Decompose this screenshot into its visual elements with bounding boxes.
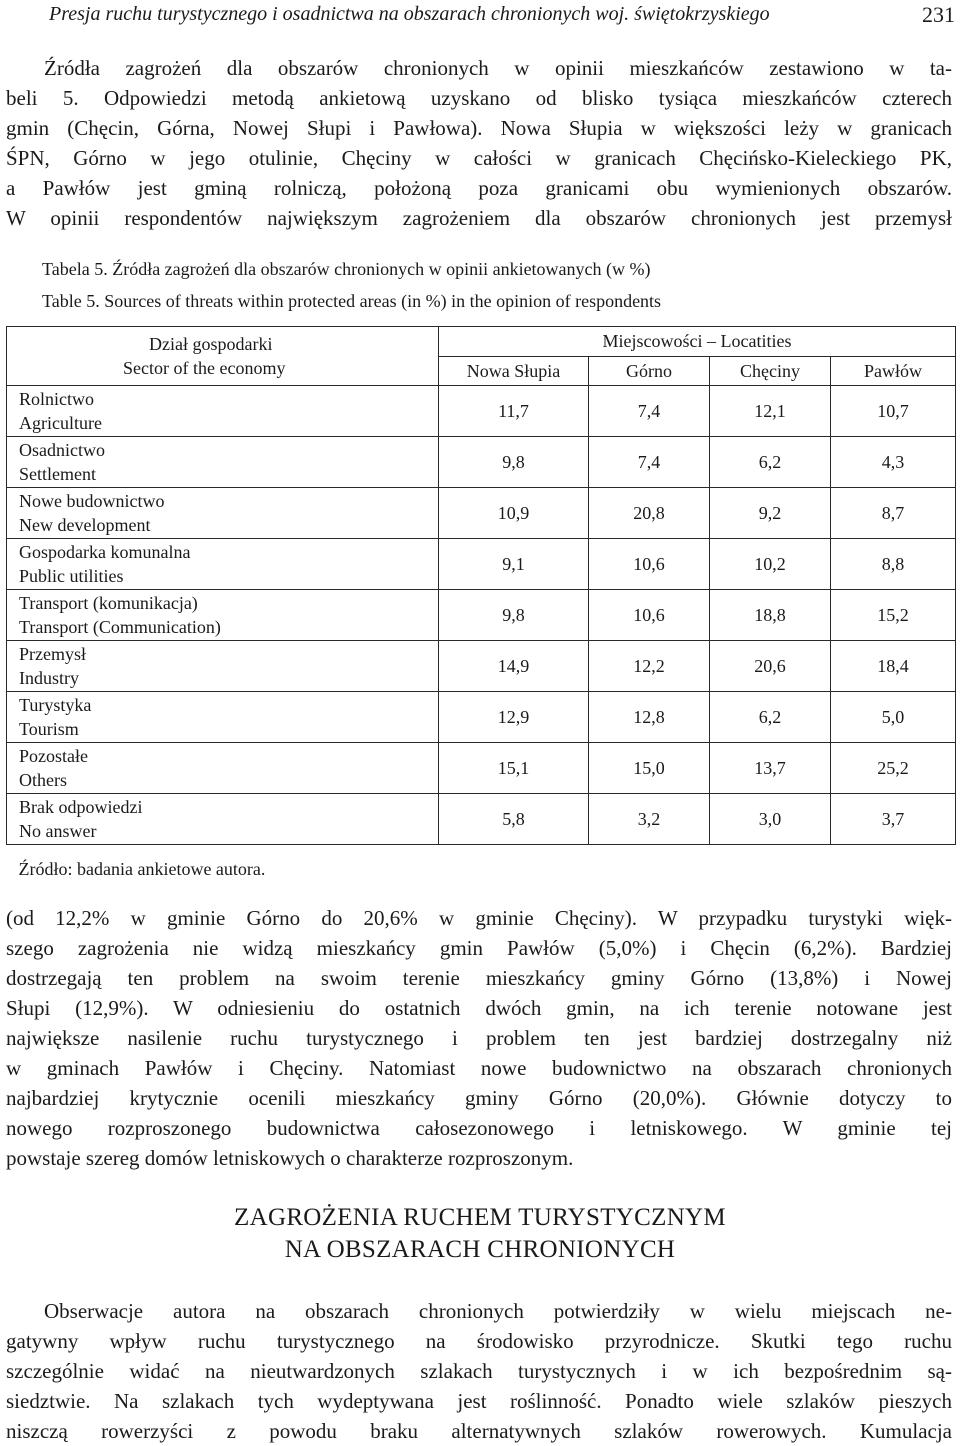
sector-header-en: Sector of the economy [123, 358, 286, 378]
row-label-en: No answer [19, 821, 97, 841]
sector-header [7, 327, 439, 386]
table-cell: 25,2 [831, 743, 956, 794]
text-line: ŚPN, Górno w jego otulinie, Chęciny w całości w granicach Chęcińsko-Kieleckiego PK, [6, 146, 952, 170]
table-caption-en: Table 5. Sources of threats within protected areas (in %) in the opinion of respondents [42, 291, 662, 311]
section-heading-line: NA OBSZARACH CHRONIONYCH [284, 1236, 676, 1263]
threats-table [6, 326, 956, 881]
table-cell: 15,1 [439, 743, 589, 794]
table-row [7, 386, 956, 437]
table-cell: 10,9 [439, 488, 589, 539]
table-row [7, 692, 956, 743]
row-label-pl: Osadnictwo [19, 440, 105, 460]
table-cell: 6,2 [710, 437, 831, 488]
text-line: Źródła zagrożeń dla obszarów chronionych w opinii mieszkańców zestawiono w ta- [44, 56, 952, 80]
row-label-pl: Gospodarka komunalna [19, 542, 191, 562]
row-label-en: Tourism [19, 719, 79, 739]
text-line: Słupi (12,9%). W odniesieniu do ostatnich dwóch gmin, na ich terenie notowane jest [6, 996, 952, 1020]
table-cell: 3,2 [589, 794, 710, 845]
text-line: szczególnie widać na nieutwardzonych szlakach turystycznych i w ich bezpośrednim są- [6, 1359, 952, 1383]
table-cell: 15,0 [589, 743, 710, 794]
table-row [7, 437, 956, 488]
text-line: nowego rozproszonego budownictwa całosezonowego i letniskowego. W gminie tej [6, 1116, 952, 1140]
table-cell: 9,2 [710, 488, 831, 539]
table-cell: 10,2 [710, 539, 831, 590]
locations-header: Miejscowości – Locatities [439, 327, 956, 357]
table-cell: 8,8 [831, 539, 956, 590]
column-header-checiny: Chęciny [710, 357, 831, 386]
row-label [7, 743, 439, 794]
text-line: najbardziej krytycznie ocenili mieszkańcy gminy Górno (20,0%). Głównie dotyczy to [6, 1086, 952, 1110]
row-label [7, 641, 439, 692]
table-cell: 15,2 [831, 590, 956, 641]
row-label-pl: Turystyka [19, 695, 92, 715]
row-label-en: Industry [19, 668, 79, 688]
table-row [7, 641, 956, 692]
row-label-pl: Nowe budownictwo [19, 491, 165, 511]
text-line: (od 12,2% w gminie Górno do 20,6% w gminie Chęciny). W przypadku turystyki więk- [6, 906, 952, 930]
section-heading-line: ZAGROŻENIA RUCHEM TURYSTYCZNYM [234, 1204, 726, 1231]
row-label-en: Others [19, 770, 67, 790]
table-cell: 5,8 [439, 794, 589, 845]
row-label-en: New development [19, 515, 151, 535]
table-cell: 5,0 [831, 692, 956, 743]
row-label-pl: Przemysł [19, 644, 86, 664]
row-label [7, 794, 439, 845]
row-label [7, 386, 439, 437]
table-cell: 14,9 [439, 641, 589, 692]
table-row [7, 743, 956, 794]
table-cell: 4,3 [831, 437, 956, 488]
table-cell: 3,0 [710, 794, 831, 845]
middle-paragraph [6, 903, 952, 1173]
table-row [7, 539, 956, 590]
table-cell: 20,6 [710, 641, 831, 692]
text-line: w gminach Pawłów i Chęciny. Natomiast nowe budownictwo na obszarach chronionych [6, 1056, 952, 1080]
row-label-en: Settlement [19, 464, 96, 484]
table-row [7, 794, 956, 845]
row-label [7, 539, 439, 590]
text-line: siedztwie. Na szlakach tych wydeptywana jest roślinność. Ponadto wiele szlaków pieszych [6, 1389, 952, 1413]
table-cell: 10,7 [831, 386, 956, 437]
table-cell: 10,6 [589, 590, 710, 641]
column-header-pawlow: Pawłów [831, 357, 956, 386]
table-caption-pl: Tabela 5. Źródła zagrożeń dla obszarów chronionych w opinii ankietowanych (w %) [42, 259, 651, 279]
table-row [7, 590, 956, 641]
table-cell: 9,8 [439, 590, 589, 641]
text-line: beli 5. Odpowiedzi metodą ankietową uzyskano od blisko tysiąca mieszkańców czterech [6, 86, 952, 110]
text-line: Obserwacje autora na obszarach chronionych potwierdziły w wielu miejscach ne- [44, 1299, 952, 1323]
row-label-en: Agriculture [19, 413, 102, 433]
table-cell: 12,8 [589, 692, 710, 743]
text-line: powstaje szereg domów letniskowych o charakterze rozproszonym. [6, 1146, 574, 1170]
column-header-gorno: Górno [589, 357, 710, 386]
table-cell: 9,1 [439, 539, 589, 590]
row-label [7, 437, 439, 488]
table-cell: 9,8 [439, 437, 589, 488]
row-label-pl: Pozostałe [19, 746, 88, 766]
table-cell: 7,4 [589, 437, 710, 488]
text-line: dostrzegają ten problem na swoim terenie mieszkańcy gminy Górno (13,8%) i Nowej [6, 966, 952, 990]
running-title: Presja ruchu turystycznego i osadnictwa na obszarach chronionych woj. świętokrzyskiego [49, 3, 770, 25]
table-cell: 12,9 [439, 692, 589, 743]
table-cell: 7,4 [589, 386, 710, 437]
table-cell: 6,2 [710, 692, 831, 743]
final-paragraph [6, 1296, 952, 1446]
table-cell: 11,7 [439, 386, 589, 437]
row-label [7, 488, 439, 539]
table-cell: 3,7 [831, 794, 956, 845]
text-line: gmin (Chęcin, Górna, Nowej Słupi i Pawłowa). Nowa Słupia w większości leży w granicach [6, 116, 952, 140]
row-label-en: Transport (Communication) [19, 617, 221, 637]
running-header [49, 0, 955, 30]
column-header-nowa-slupia: Nowa Słupia [439, 357, 589, 386]
text-line: gatywny wpływ ruchu turystycznego na środowisko przyrodnicze. Skutki tego ruchu [6, 1329, 952, 1353]
row-label [7, 692, 439, 743]
row-label-pl: Transport (komunikacja) [19, 593, 198, 613]
row-label [7, 590, 439, 641]
table-cell: 12,1 [710, 386, 831, 437]
table-cell: 13,7 [710, 743, 831, 794]
text-line: niszczą rowerzyści z powodu braku alternatywnych szlaków rowerowych. Kumulacja [6, 1419, 952, 1443]
table-cell: 12,2 [589, 641, 710, 692]
table-cell: 18,4 [831, 641, 956, 692]
text-line: szego zagrożenia nie widzą mieszkańcy gmin Pawłów (5,0%) i Chęcin (6,2%). Bardziej [6, 936, 952, 960]
sector-header-pl: Dział gospodarki [149, 334, 273, 354]
page-number: 231 [922, 2, 955, 27]
table-cell: 20,8 [589, 488, 710, 539]
section-heading [0, 1202, 960, 1266]
row-label-pl: Brak odpowiedzi [19, 797, 143, 817]
row-label-pl: Rolnictwo [19, 389, 94, 409]
table-row [7, 488, 956, 539]
table-cell: 8,7 [831, 488, 956, 539]
table-source-note: Źródło: badania ankietowe autora. [18, 859, 266, 879]
table-cell: 18,8 [710, 590, 831, 641]
text-line: W opinii respondentów największym zagrożeniem dla obszarów chronionych jest przemysł [6, 206, 952, 230]
row-label-en: Public utilities [19, 566, 124, 586]
text-line: największe nasilenie ruchu turystycznego i problem ten jest bardziej dostrzegalny niż [6, 1026, 952, 1050]
table-cell: 10,6 [589, 539, 710, 590]
intro-paragraph [6, 53, 952, 233]
text-line: a Pawłów jest gminą rolniczą, położoną poza granicami obu wymienionych obszarów. [6, 176, 952, 200]
